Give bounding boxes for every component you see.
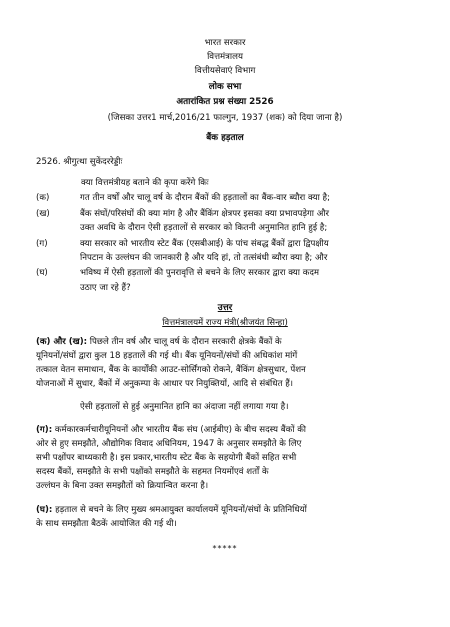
question-asker: 2526. श्रीगुत्था सुकेंदररेड्डीः (36, 157, 123, 167)
question-item-text: भविष्य में ऐसी हड़तालों की पुनरावृत्ति से बचने के लिए सरकार द्वारा क्या कदम (80, 268, 320, 278)
answer-para-line: के साथ समझौता बैठकें आयोजित की गई थी। (36, 519, 177, 529)
question-item-label: (क) (36, 193, 50, 203)
answer-text: कर्मकारकर्मचारीयूनियनों और भारतीय बैंक संघ (आईबीए) के बीच सदस्य बैंकों की (52, 425, 307, 435)
minister-line: वित्तमंत्रालयमें राज्य मंत्री(श्रीजयंत सिन्हा) (162, 318, 288, 328)
answer-para-line: ऐसी हड़तालों से हुई अनुमानित हानि का अंदाजा नहीं लगाया गया है। (80, 402, 289, 412)
question-item-text: क्या सरकार को भारतीय स्टेट बैंक (एसबीआई) के पांच संबद्ध बैंकों द्वारा द्विपक्षीय (80, 239, 329, 249)
subject-title: बैंक हड़ताल (206, 133, 244, 143)
house-label: लोक सभा (208, 82, 242, 92)
question-item-text: निपटान के उल्लंघन की जानकारी है और यदि हां, तो तत्संबंधी ब्यौरा क्या है; और (80, 253, 328, 263)
answer-para-line (36, 505, 307, 516)
answer-label: (क) और (ख): (36, 337, 88, 347)
government-label: भारत सरकार (204, 38, 246, 48)
answer-para-line: सभी पक्षोंपर बाध्यकारी है। इस प्रकार,भारतीय स्टेट बैंक के सहयोगी बैंकों सहित सभी (36, 453, 297, 463)
question-item-label: (घ) (36, 268, 48, 278)
answer-para-line: सदस्य बैंकों, समझौते के सभी पक्षोंको समझौते के सहमत नियमोंएवं शर्तों के (36, 467, 269, 477)
ministry-label: वित्तमंत्रालय (207, 52, 243, 62)
answer-para-line: उल्लंघन के बिना उक्त समझौतों को क्रियान्वित करना है। (36, 481, 209, 491)
question-item-text: गत तीन वर्षों और चालू वर्ष के दौरान बैंकों की हड़तालों का बैंक-वार ब्यौरा क्या है; (80, 193, 330, 203)
answer-label: (घ): (36, 505, 53, 515)
answer-para-line: यूनियनों/संघों द्वारा कुल 18 हड़तालें की गई थी। बैंक यूनियनों/संघों की अधिकांश मांगें (36, 351, 298, 361)
answer-text: पिछले तीन वर्ष और चालू वर्ष के दौरान सरकारी क्षेत्रके बैंकों के (87, 337, 282, 347)
question-item-text: उठाए जा रहे हैं? (80, 283, 131, 293)
answer-para-line (36, 425, 306, 436)
answer-label: (ग): (36, 425, 53, 435)
answer-date: (जिसका उत्तर1 मार्च,2016/21 फाल्गुन, 1937 (शक) को दिया जाना है) (107, 113, 343, 123)
question-item-label: (ख) (36, 209, 50, 219)
department-label: वित्तीयसेवाएं विभाग (194, 66, 256, 76)
answer-para-line: योजनाओं में सुधार, बैंकों में अनुकम्पा के आधार पर नियुक्तियों, आदि से संबंधित हैं। (36, 379, 294, 389)
question-item-text: बैंक संघों/परिसंघों की क्या मांग है और बैंकिंग क्षेत्रपर इसका क्या प्रभावपड़ेगा और (80, 209, 330, 219)
answer-para-line: तत्काल वेतन समाधान, बैंक के कार्योंकी आउट-सोर्सिंगको रोकने, बैंकिंग क्षेत्रसुधार, पेंशन (36, 365, 306, 375)
answer-heading: उत्तर (217, 303, 233, 313)
question-item-text: उक्त अवधि के दौरान ऐसी हड़तालों से सरकार को कितनी अनुमानित हानि हुई है; (80, 223, 328, 233)
question-intro: क्या वित्तमंत्रीयह बताने की कृपा करेंगे किः (81, 178, 209, 188)
question-item-label: (ग) (36, 239, 48, 249)
answer-text: हड़ताल से बचने के लिए मुख्य श्रमआयुक्त कार्यालयमें यूनियनों/संघों के प्रतिनिधियों (52, 505, 307, 515)
answer-para-line (36, 337, 282, 348)
end-mark: ***** (212, 544, 238, 553)
question-number: अतारांकित प्रश्न संख्या 2526 (176, 97, 274, 107)
answer-para-line: ओर से हुए समझौते, औद्योगिक विवाद अधिनियम, 1947 के अनुसार समझौते के लिए (36, 439, 302, 449)
